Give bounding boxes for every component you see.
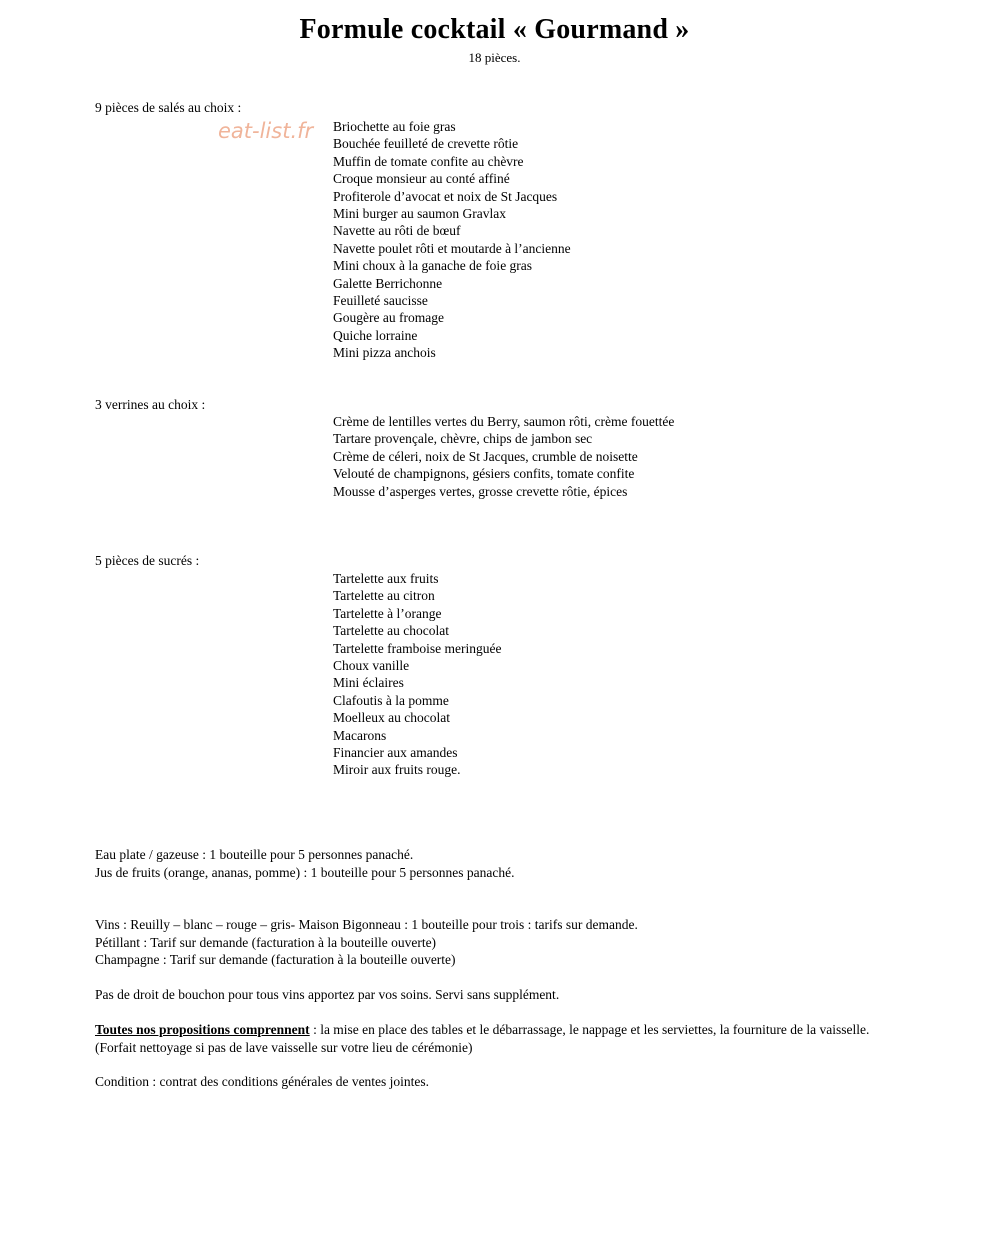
list-item: Clafoutis à la pomme	[333, 692, 449, 708]
note-condition: Condition : contrat des conditions générales de ventes jointes.	[95, 1074, 430, 1089]
list-item: Bouchée feuilleté de crevette rôtie	[333, 136, 519, 152]
list-item: Feuilleté saucisse	[333, 293, 428, 309]
drinks-juice: Jus de fruits (orange, ananas, pomme) : 1 bouteille pour 5 personnes panaché.	[95, 865, 515, 880]
list-item: Navette au rôti de bœuf	[333, 223, 461, 239]
list-item: Navette poulet rôti et moutarde à l’ancienne	[333, 240, 571, 256]
drinks-champagne: Champagne : Tarif sur demande (facturation à la bouteille ouverte)	[95, 952, 456, 967]
list-item: Profiterole d’avocat et noix de St Jacques	[333, 188, 558, 204]
page-title: Formule cocktail « Gourmand »	[299, 14, 690, 45]
list-item: Tartelette au citron	[333, 588, 435, 604]
list-item: Financier aux amandes	[333, 745, 458, 761]
list-item: Quiche lorraine	[333, 327, 418, 343]
list-item: Moelleux au chocolat	[333, 710, 450, 726]
page-subtitle: 18 pièces.	[468, 50, 521, 65]
list-item: Galette Berrichonne	[333, 275, 443, 291]
section-label-verrines: 3 verrines au choix :	[95, 397, 206, 412]
list-item: Miroir aux fruits rouge.	[333, 762, 461, 778]
list-item: Tartelette aux fruits	[333, 571, 439, 586]
list-item: Tartelette framboise meringuée	[333, 640, 502, 656]
list-item: Macarons	[333, 727, 387, 743]
section-label-sucres: 5 pièces de sucrés :	[95, 553, 200, 568]
drinks-sparkling: Pétillant : Tarif sur demande (facturation à la bouteille ouverte)	[95, 935, 437, 950]
list-item: Choux vanille	[333, 658, 410, 674]
list-item: Croque monsieur au conté affiné	[333, 171, 510, 187]
list-item: Tartelette au chocolat	[333, 623, 449, 639]
note-included	[95, 1021, 895, 1057]
list-sucres	[333, 570, 501, 779]
list-item: Mini choux à la ganache de foie gras	[333, 258, 533, 274]
list-item: Muffin de tomate confite au chèvre	[333, 153, 524, 169]
drinks-wines: Vins : Reuilly – blanc – rouge – gris- Maison Bigonneau : 1 bouteille pour trois : tarifs sur demande.	[95, 917, 638, 932]
list-item: Mousse d’asperges vertes, grosse crevette rôtie, épices	[333, 483, 628, 499]
drinks-water: Eau plate / gazeuse : 1 bouteille pour 5 personnes panaché.	[95, 847, 414, 862]
list-item: Mini éclaires	[333, 675, 404, 691]
list-verrines	[333, 413, 674, 500]
note-included-text: : la mise en place des tables et le débarrassage, le nappage et les serviettes, la fourniture de la vaisselle. (Forfait nettoyage si pas de lave vaisselle sur votre lieu de cérémonie)	[95, 1022, 870, 1055]
watermark: eat-list.fr	[218, 119, 314, 143]
list-item: Briochette au foie gras	[333, 119, 456, 134]
list-sales	[333, 118, 571, 362]
section-label-sales: 9 pièces de salés au choix :	[95, 100, 242, 115]
list-item: Velouté de champignons, gésiers confits, tomate confite	[333, 466, 635, 482]
list-item: Mini burger au saumon Gravlax	[333, 206, 506, 222]
list-item: Gougère au fromage	[333, 310, 444, 326]
list-item: Mini pizza anchois	[333, 345, 436, 361]
list-item: Crème de céleri, noix de St Jacques, crumble de noisette	[333, 448, 638, 464]
note-corkage: Pas de droit de bouchon pour tous vins apportez par vos soins. Servi sans supplément.	[95, 987, 560, 1002]
list-item: Crème de lentilles vertes du Berry, saumon rôti, crème fouettée	[333, 414, 675, 429]
list-item: Tartare provençale, chèvre, chips de jambon sec	[333, 431, 593, 447]
note-included-label: Toutes nos propositions comprennent	[95, 1022, 310, 1037]
list-item: Tartelette à l’orange	[333, 605, 442, 621]
